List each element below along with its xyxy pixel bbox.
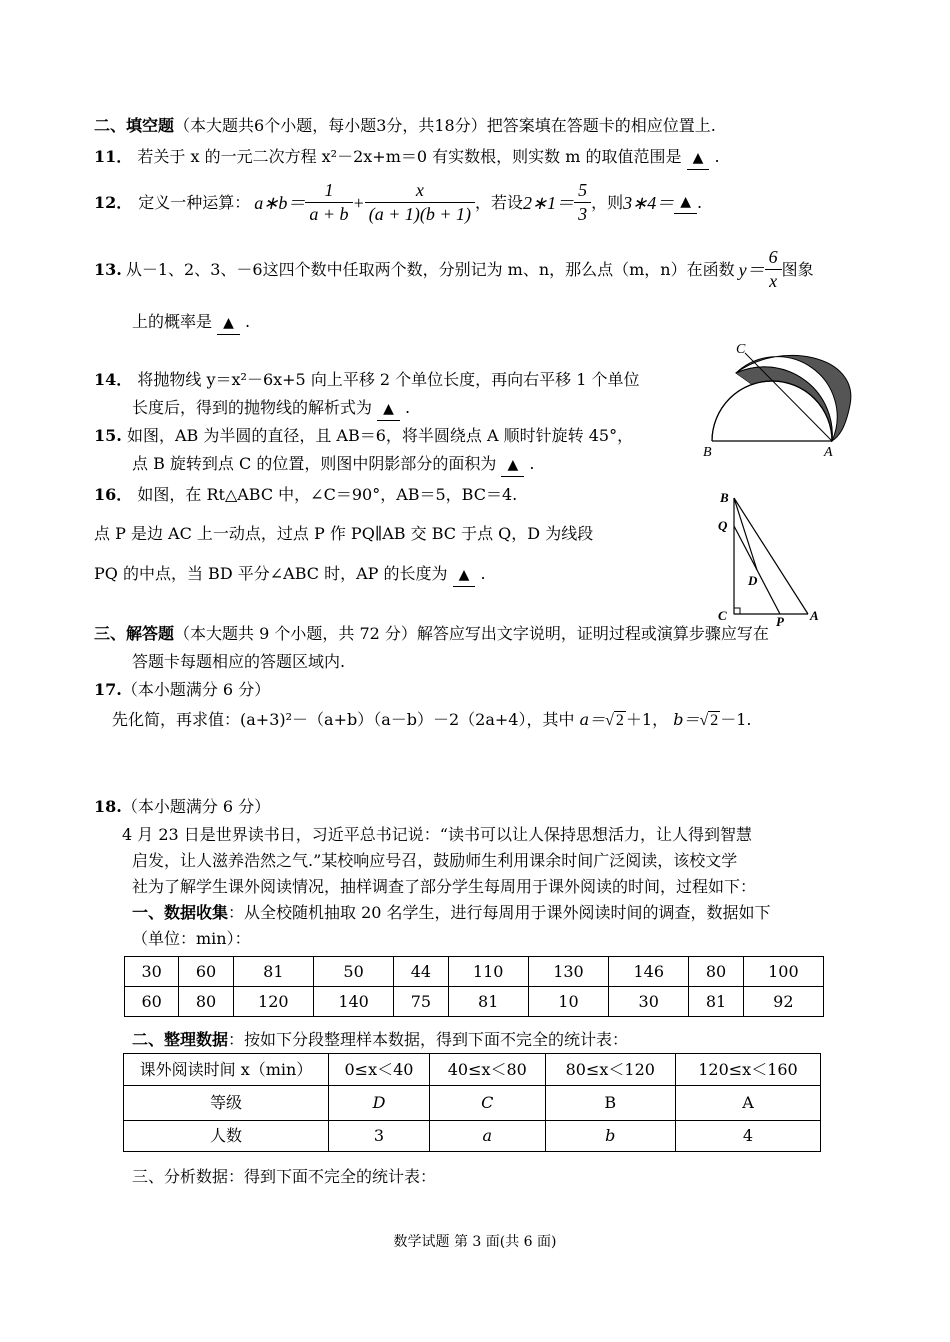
data-cell: 130 — [528, 957, 608, 987]
q12-mid: ，若设 — [474, 193, 523, 212]
data-cell: 80 — [689, 957, 743, 987]
q15-end: . — [529, 454, 535, 473]
q11-answer-blank[interactable]: ▲ — [687, 148, 710, 170]
q17-expr: 先化简，再求值：(a+3)²－（a+b）（a－b）－2（2a+4），其中 — [112, 710, 575, 729]
freq-grade-cell: C — [429, 1086, 545, 1121]
page-footer: 数学试题 第 3 面(共 6 面) — [393, 1234, 557, 1250]
freq-count-cell: b — [545, 1121, 675, 1152]
q16-label-c: C — [718, 608, 727, 623]
q16-segment-BD — [734, 498, 757, 570]
q18-paragraph-1: 4 月 23 日是世界读书日，习近平总书记说：“读书可以让人保持思想活力，让人得到智慧 — [122, 825, 752, 844]
q13-text: 从－1、2、3、－6这四个数中任取两个数，分别记为 m、n，那么点（m，n）在函数 — [125, 260, 735, 279]
data-cell: 81 — [448, 987, 528, 1017]
q16-line1: 如图，在 Rt△ABC 中，∠C＝90°，AB＝5，BC＝4. — [137, 485, 518, 504]
question-14-line2 — [132, 396, 410, 421]
q13-number: 13 — [94, 260, 117, 279]
freq-header-cell: 120≤x＜160 — [675, 1054, 820, 1086]
q12-f1-den: a + b — [309, 203, 349, 224]
q12-f2-num: x — [365, 180, 475, 203]
data-cell: 60 — [179, 957, 233, 987]
data-cell: 80 — [179, 987, 233, 1017]
q16-label-q: Q — [718, 518, 728, 533]
q17-cond-a: a＝ — [579, 710, 606, 729]
question-12: 12 ． 定义一种运算： a∗b＝ $\frac{1}{a + b}$ + $\frac{x}{(a + 1)(b + 1)}$ ，若设 2∗1＝ $\frac{5}{3}$ ，则 3∗4＝ ▲ . — [94, 178, 702, 228]
question-14: 14． 将抛物线 y＝x²－6x+5 向上平移 2 个单位长度，再向右平移 1 个单位 — [94, 370, 640, 389]
q11-number: 11 — [94, 147, 117, 166]
q12-f3-den: 3 — [578, 203, 588, 224]
q12-then: ，则 — [591, 193, 624, 212]
q17-p1: ＋1， — [625, 710, 669, 729]
q12-pre: 定义一种运算： — [138, 193, 251, 212]
section2-title — [94, 114, 716, 138]
data-cell: 92 — [743, 987, 823, 1017]
freq-grade-cell: B — [545, 1086, 675, 1121]
freq-header-cell: 课外阅读时间 x（min） — [124, 1054, 329, 1086]
q17-sqrt-1: √ 2 — [605, 712, 624, 729]
q15-answer-blank[interactable]: ▲ — [501, 455, 524, 477]
section3-title — [94, 622, 769, 646]
q17-p2: －1. — [720, 710, 752, 729]
q13-end: . — [244, 312, 251, 331]
question-18 — [94, 795, 270, 819]
q12-fraction-3 — [574, 180, 591, 226]
q16-label-a: A — [810, 608, 819, 623]
q12-f3-num: 5 — [574, 180, 591, 203]
q18-data-table — [124, 956, 824, 1017]
data-row-1 — [125, 957, 824, 987]
freq-grade-cell: A — [675, 1086, 820, 1121]
q16-line3: PQ 的中点，当 BD 平分∠ABC 时，AP 的长度为 — [94, 564, 448, 583]
freq-grade-label: 等级 — [124, 1086, 329, 1121]
q16-figure — [712, 488, 832, 628]
freq-count-cell: 3 — [329, 1121, 430, 1152]
q13-fn-den: x — [769, 270, 778, 291]
data-cell: 81 — [689, 987, 743, 1017]
question-16-line3 — [94, 562, 486, 587]
q15-number: 15 — [94, 426, 117, 445]
data-row-2 — [125, 987, 824, 1017]
q18-step1-heading: 一、数据收集 — [132, 903, 229, 922]
q13-fn: y＝ — [738, 259, 765, 280]
data-cell: 110 — [448, 957, 528, 987]
q13-fraction — [765, 247, 782, 293]
q17-cond-b: b＝ — [673, 710, 700, 729]
freq-count-cell: 4 — [675, 1121, 820, 1152]
data-cell: 146 — [609, 957, 689, 987]
freq-header-cell: 40≤x＜80 — [429, 1054, 545, 1086]
question-11: 11． 若关于 x 的一元二次方程 x²－2x+m＝0 有实数根，则实数 m 的取值范围是 ▲ . — [94, 145, 720, 170]
q18-step3: 三、分析数据：得到下面不完全的统计表： — [132, 1167, 437, 1186]
section3-note: （本大题共 9 个小题，共 72 分）解答应写出文字说明，证明过程或演算步骤应写在 — [174, 624, 769, 643]
q12-number: 12 — [94, 193, 117, 212]
q13-tail: 图象 — [781, 260, 814, 279]
q16-label-b: B — [720, 490, 729, 505]
q12-f2-den: (a + 1)(b + 1) — [368, 203, 471, 224]
question-17 — [94, 678, 270, 702]
q13-fn-num: 6 — [765, 247, 782, 270]
q14-answer-blank[interactable]: ▲ — [377, 399, 400, 421]
q18-score: （本小题满分 6 分） — [121, 797, 271, 816]
question-17-body — [112, 708, 752, 733]
q13-line2: 上的概率是 — [132, 312, 213, 331]
question-13: 13 . 从－1、2、3、－6这四个数中任取两个数，分别记为 m、n，那么点（m，n）在函数 y＝ $\frac{6}{x}$ 图象 — [94, 245, 814, 295]
q12-cond: 2∗1＝ — [523, 192, 575, 213]
q14-end: . — [404, 398, 411, 417]
data-cell: 10 — [528, 987, 608, 1017]
q12-ask: 3∗4＝ — [623, 192, 675, 213]
freq-grade-row — [124, 1086, 821, 1121]
q16-line2: 点 P 是边 AC 上一动点，过点 P 作 PQ∥AB 交 BC 于点 Q，D 为线段 — [94, 524, 594, 543]
freq-header-row — [124, 1054, 821, 1086]
q12-fraction-2 — [365, 180, 475, 226]
q15-line1: 如图，AB 为半圆的直径，且 AB＝6，将半圆绕点 A 顺时针旋转 45°， — [126, 426, 634, 445]
q14-number: 14 — [94, 370, 117, 389]
q16-label-p: P — [776, 614, 784, 628]
data-cell: 100 — [743, 957, 823, 987]
question-16: 16． 如图，在 Rt△ABC 中，∠C＝90°，AB＝5，BC＝4. — [94, 485, 518, 504]
q17-radicand-1: 2 — [615, 712, 624, 729]
freq-grade-cell: D — [329, 1086, 430, 1121]
q12-plus: + — [352, 192, 365, 213]
freq-count-row — [124, 1121, 821, 1152]
q17-score: （本小题满分 6 分） — [121, 680, 271, 699]
q18-paragraph-3: 社为了解学生课外阅读情况，抽样调查了部分学生每周用于课外阅读的时间，过程如下： — [132, 877, 757, 896]
question-15: 15. 如图，AB 为半圆的直径，且 AB＝6，将半圆绕点 A 顺时针旋转 45°， — [94, 426, 634, 445]
q16-label-d: D — [748, 573, 758, 588]
data-cell: 60 — [125, 987, 179, 1017]
q12-lhs: a∗b＝ — [254, 192, 306, 213]
q15-label-a: A — [824, 445, 833, 460]
data-cell: 44 — [394, 957, 448, 987]
q14-line2: 长度后，得到的抛物线的解析式为 — [132, 398, 373, 417]
q18-paragraph-2: 启发，让人滋养浩然之气.”某校响应号召，鼓励师生利用课余时间广泛阅读，该校文学 — [132, 851, 738, 870]
question-13-line2 — [132, 310, 250, 335]
data-cell: 30 — [609, 987, 689, 1017]
data-cell: 140 — [313, 987, 393, 1017]
freq-header-cell: 0≤x＜40 — [329, 1054, 430, 1086]
data-cell: 50 — [313, 957, 393, 987]
q15-figure — [700, 335, 870, 460]
q18-step1-unit: （单位：min）： — [132, 929, 251, 948]
q16-end: . — [480, 564, 486, 583]
q16-answer-blank[interactable]: ▲ — [453, 565, 476, 587]
freq-count-label: 人数 — [124, 1121, 329, 1152]
q18-step2-heading: 二、整理数据 — [132, 1030, 229, 1049]
q14-line1: 将抛物线 y＝x²－6x+5 向上平移 2 个单位长度，再向右平移 1 个单位 — [137, 370, 640, 389]
q15-line2: 点 B 旋转到点 C 的位置，则图中阴影部分的面积为 — [132, 454, 497, 473]
q17-radicand-2: 2 — [710, 712, 719, 729]
q12-f1-num: 1 — [305, 180, 352, 203]
q11-end: . — [714, 147, 720, 166]
section3-heading: 三、解答题 — [94, 624, 175, 643]
section2-note: （本大题共6个小题，每小题3分，共18分）把答案填在答题卡的相应位置上. — [174, 116, 716, 135]
data-cell: 120 — [233, 987, 313, 1017]
q13-answer-blank[interactable]: ▲ — [217, 313, 240, 335]
q16-number: 16 — [94, 485, 117, 504]
question-16-line2 — [94, 522, 593, 546]
q18-step2 — [132, 1028, 628, 1052]
data-cell: 81 — [233, 957, 313, 987]
q15-label-c: C — [736, 342, 746, 357]
q12-answer-blank[interactable]: ▲ — [674, 192, 697, 214]
q11-text: 若关于 x 的一元二次方程 x²－2x+m＝0 有实数根，则实数 m 的取值范围是 — [137, 147, 682, 166]
q16-right-angle-mark — [734, 608, 740, 614]
section3-line2 — [132, 650, 345, 674]
q12-end: . — [696, 193, 703, 212]
q18-number: 18. — [94, 797, 122, 816]
q18-step1-text: ：从全校随机抽取 20 名学生，进行每周用于课外阅读时间的调查，数据如下 — [228, 903, 771, 922]
freq-header-cell: 80≤x＜120 — [545, 1054, 675, 1086]
data-cell: 30 — [125, 957, 179, 987]
data-cell: 75 — [394, 987, 448, 1017]
q18-frequency-table — [123, 1053, 821, 1152]
q15-label-b: B — [703, 445, 712, 460]
q17-sqrt-2: √ 2 — [699, 712, 719, 729]
q17-number: 17. — [94, 680, 122, 699]
question-15-line2 — [132, 452, 534, 477]
section2-heading: 二、填空题 — [94, 116, 175, 135]
q12-fraction-1 — [305, 180, 352, 226]
section3-note2: 答题卡每题相应的答题区域内. — [132, 652, 346, 671]
q18-step1 — [132, 901, 771, 925]
freq-count-cell: a — [429, 1121, 545, 1152]
q18-step2-text: ：按如下分段整理样本数据，得到下面不完全的统计表： — [228, 1030, 629, 1049]
